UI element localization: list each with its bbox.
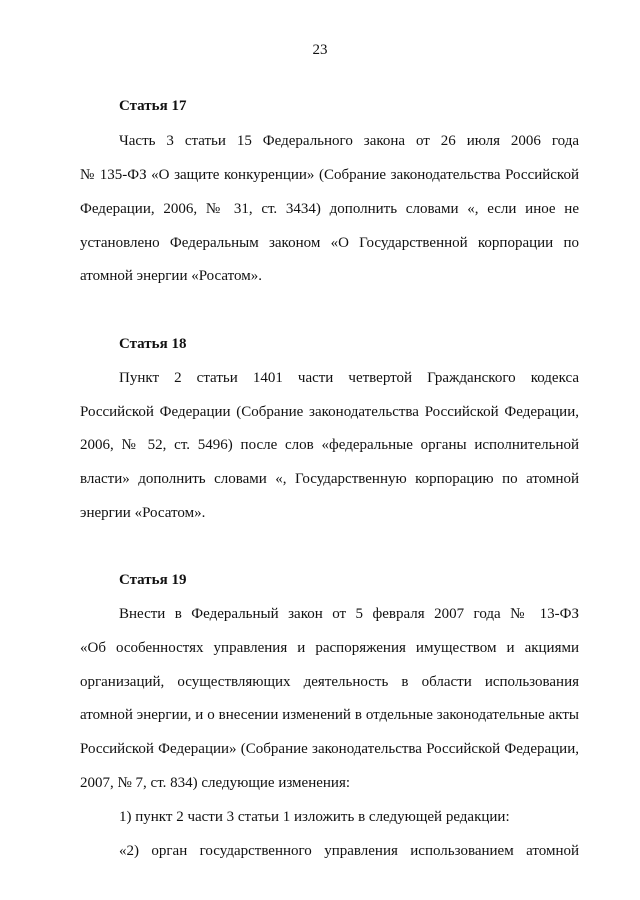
article-18-line-5: энергии «Росатом». bbox=[80, 505, 206, 521]
article-19-line-4: атомной энергии, и о внесении изменений в отдельные законодательные акты bbox=[80, 707, 579, 723]
article-19-item-1-quote: «2) орган государственного управления использованием атомной bbox=[119, 843, 579, 859]
article-19-line-5: Российской Федерации» (Собрание законодательства Российской Федерации, bbox=[80, 741, 579, 757]
article-18-line-4: власти» дополнить словами «, Государственную корпорацию по атомной bbox=[80, 471, 579, 487]
article-17-line-5: атомной энергии «Росатом». bbox=[80, 268, 262, 284]
article-17-line-1: Часть 3 статьи 15 Федерального закона от 26 июля 2006 года bbox=[119, 133, 579, 149]
article-17-line-3: Федерации, 2006, № 31, ст. 3434) дополнить словами «, если иное не bbox=[80, 201, 579, 217]
article-19-line-1: Внести в Федеральный закон от 5 февраля 2007 года № 13-ФЗ bbox=[119, 606, 579, 622]
article-19-line-3: организаций, осуществляющих деятельность в области использования bbox=[80, 674, 579, 690]
article-19-heading: Статья 19 bbox=[119, 572, 187, 588]
article-19-line-6: 2007, № 7, ст. 834) следующие изменения: bbox=[80, 775, 351, 791]
article-17-line-2: № 135-ФЗ «О защите конкуренции» (Собрание законодательства Российской bbox=[80, 167, 579, 183]
article-19-line-2: «Об особенностях управления и распоряжения имуществом и акциями bbox=[80, 640, 579, 656]
article-18-line-1: Пункт 2 статьи 1401 части четвертой Гражданского кодекса bbox=[119, 370, 579, 386]
article-18-line-2: Российской Федерации (Собрание законодательства Российской Федерации, bbox=[80, 404, 579, 420]
article-18-heading: Статья 18 bbox=[119, 336, 187, 352]
article-17-heading: Статья 17 bbox=[119, 98, 187, 114]
article-17-line-4: установлено Федеральным законом «О Государственной корпорации по bbox=[80, 235, 579, 251]
page-number: 23 bbox=[312, 42, 328, 58]
article-18-line-3: 2006, № 52, ст. 5496) после слов «федеральные органы исполнительной bbox=[80, 437, 579, 453]
article-19-item-1: 1) пункт 2 части 3 статьи 1 изложить в следующей редакции: bbox=[119, 809, 510, 825]
